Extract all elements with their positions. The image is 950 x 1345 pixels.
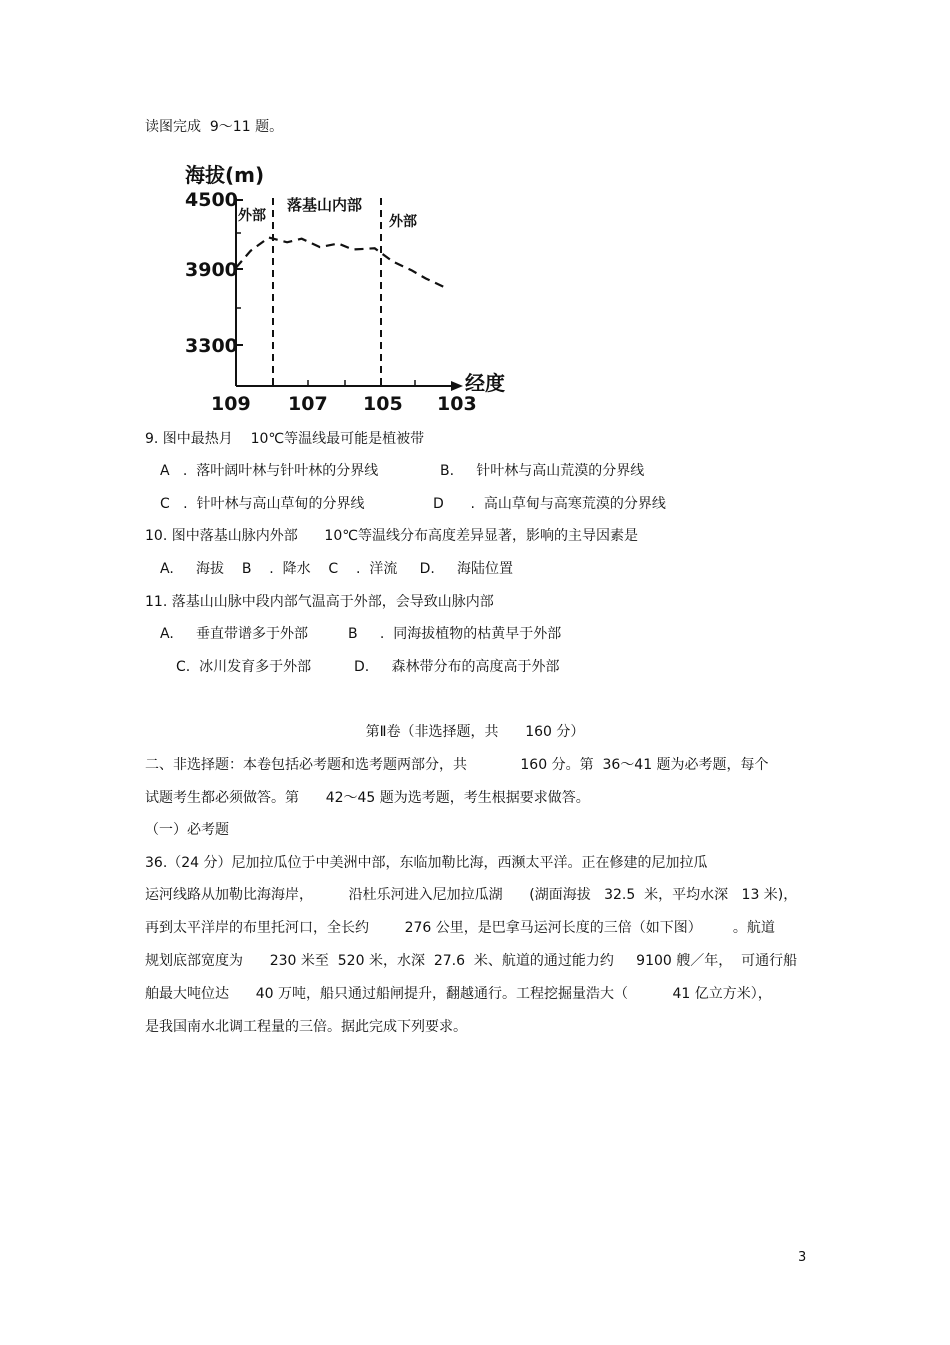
section2-title: 第Ⅱ卷（非选择题，共 160 分） <box>365 724 585 740</box>
section2-intro-line-2: 试题考生都必须做答。第 42～45 题为选考题，考生根据要求做答。 <box>145 790 590 806</box>
intro-text: 读图完成 9～11 题。 <box>145 119 284 135</box>
region-label-left: 外部 <box>238 208 266 224</box>
q11-option-c: C. 冰川发育多于外部 <box>176 659 312 675</box>
q36-line-4: 规划底部宽度为 230 米至 520 米，水深 27.6 米、航道的通过能力约 9100 艘／年， 可通行船 <box>145 953 798 969</box>
chart-ytick-3900: 3900 <box>185 259 238 281</box>
q36-line-1: 36.（24 分）尼加拉瓜位于中美洲中部，东临加勒比海，西濒太平洋。正在修建的尼加拉瓜 <box>145 855 708 871</box>
chart-xtick-109: 109 <box>211 393 251 415</box>
q9-option-d: D . 高山草甸与高寒荒漠的分界线 <box>433 496 666 512</box>
section2-subheading: （一）必考题 <box>145 822 229 838</box>
elevation-chart <box>175 158 520 416</box>
chart-xtick-107: 107 <box>288 393 328 415</box>
q9-option-c: C . 针叶林与高山草甸的分界线 <box>160 496 365 512</box>
q10-options: A. 海拔 B . 降水 C . 洋流 D. 海陆位置 <box>160 561 514 577</box>
elevation-series-line <box>236 238 444 288</box>
q36-line-3: 再到太平洋岸的布里托河口，全长约 276 公里，是巴拿马运河长度的三倍（如下图） 。航道 <box>145 920 775 936</box>
q11-option-d: D. 森林带分布的高度高于外部 <box>354 659 560 675</box>
chart-ylabel: 海拔(m) <box>185 163 265 187</box>
q9-stem: 9. 图中最热月 10℃等温线最可能是植被带 <box>145 431 425 447</box>
q11-stem: 11. 落基山山脉中段内部气温高于外部，会导致山脉内部 <box>145 594 494 610</box>
q11-option-b: B . 同海拔植物的枯黄早于外部 <box>348 626 562 642</box>
chart-x-arrow <box>451 381 463 391</box>
page-number: 3 <box>798 1250 807 1265</box>
chart-xtick-105: 105 <box>363 393 403 415</box>
q36-line-2: 运河线路从加勒比海海岸， 沿杜乐河进入尼加拉瓜湖 (湖面海拔 32.5 米，平均水深 13 米)， <box>145 887 798 903</box>
chart-ytick-4500: 4500 <box>185 189 238 211</box>
q9-option-a: A . 落叶阔叶林与针叶林的分界线 <box>160 463 379 479</box>
q11-option-a: A. 垂直带谱多于外部 <box>160 626 309 642</box>
q36-line-5: 舶最大吨位达 40 万吨，船只通过船闸提升，翻越通行。工程挖掘量浩大（ 41 亿立方米）， <box>145 986 772 1002</box>
chart-xlabel: 经度 <box>465 371 505 395</box>
region-label-middle: 落基山内部 <box>287 196 363 214</box>
chart-xtick-103: 103 <box>437 393 477 415</box>
q36-line-6: 是我国南水北调工程量的三倍。据此完成下列要求。 <box>145 1019 467 1035</box>
section2-intro-line-1: 二、非选择题：本卷包括必考题和选考题两部分，共 160 分。第 36～41 题为必考题，每个 <box>145 757 769 773</box>
chart-ytick-3300: 3300 <box>185 335 238 357</box>
region-label-right: 外部 <box>389 214 417 230</box>
q9-option-b: B. 针叶林与高山荒漠的分界线 <box>440 463 645 479</box>
q10-stem: 10. 图中落基山脉内外部 10℃等温线分布高度差异显著，影响的主导因素是 <box>145 528 638 544</box>
